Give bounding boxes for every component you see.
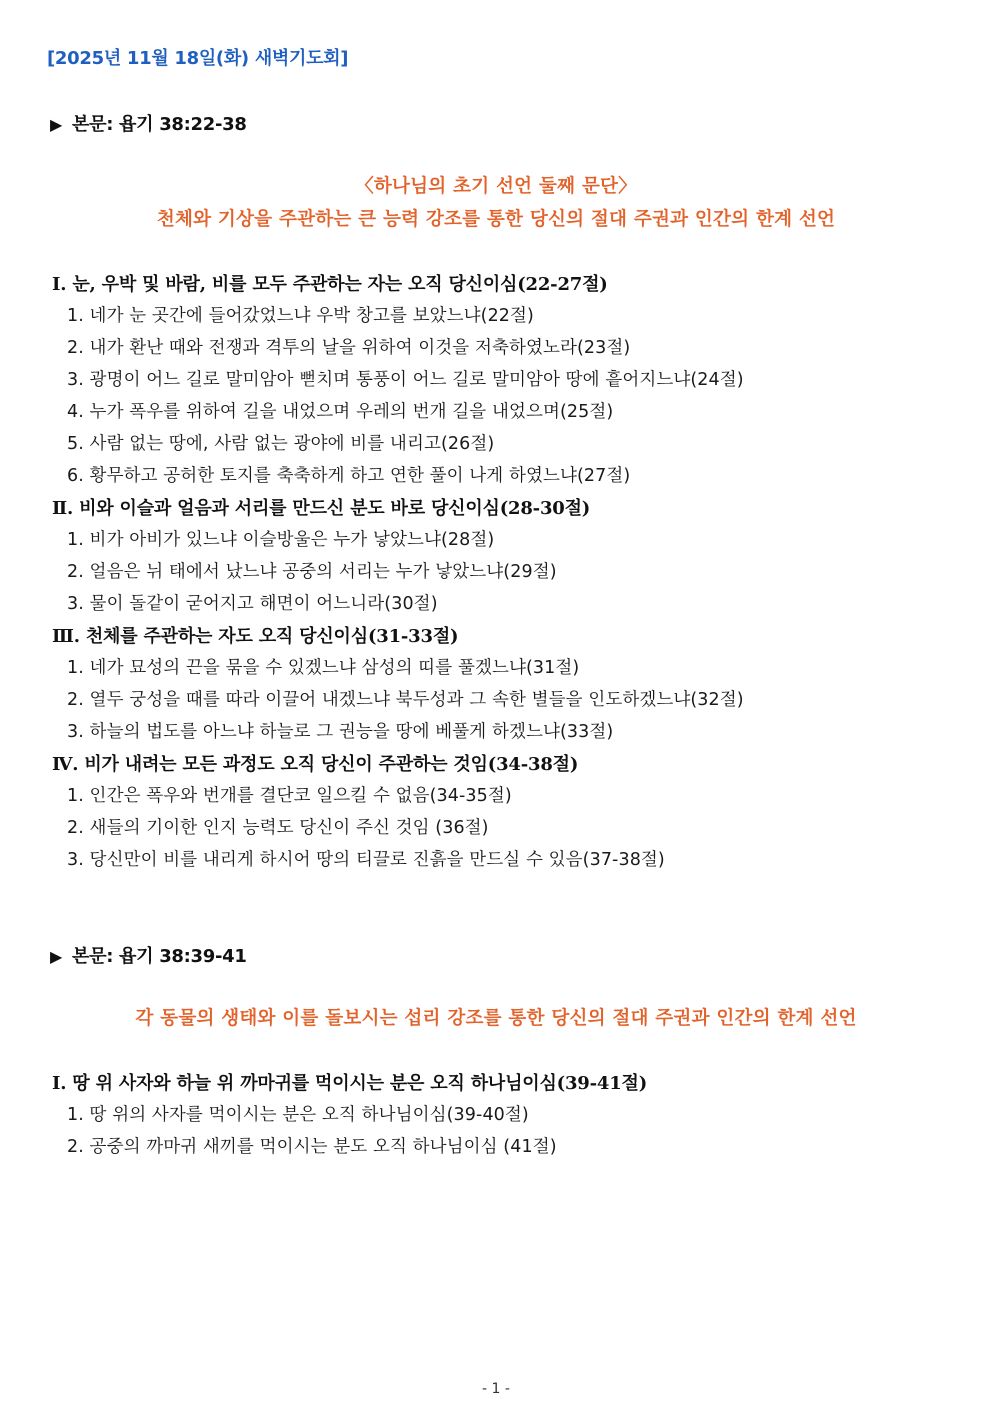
- section-title: 각 동물의 생태와 이를 돌보시는 섭리 강조를 통한 당신의 절대 주권과 인간의 한계 선언: [135, 1008, 857, 1029]
- date-title: [2025년 11월 18일(화) 새벽기도회]: [47, 48, 349, 69]
- outline-item: 2. 내가 환난 때와 전쟁과 격투의 날을 위하여 이것을 저축하였노라(23절): [67, 338, 631, 358]
- outline-item: 3. 하늘의 법도를 아느냐 하늘로 그 권능을 땅에 베풀게 하겠느냐(33절): [67, 722, 614, 742]
- outline-heading: Ⅰ. 눈, 우박 및 바람, 비를 모두 주관하는 자는 오직 당신이심(22-27절): [52, 274, 608, 295]
- outline-item: 3. 물이 돌같이 굳어지고 해면이 어느니라(30절): [67, 594, 438, 614]
- outline-item: 1. 네가 묘성의 끈을 묶을 수 있겠느냐 삼성의 띠를 풀겠느냐(31절): [67, 658, 580, 678]
- outline-heading: Ⅰ. 땅 위 사자와 하늘 위 까마귀를 먹이시는 분은 오직 하나님이심(39-41절): [52, 1073, 648, 1094]
- outline-item: 2. 공중의 까마귀 새끼를 먹이시는 분도 오직 하나님이심 (41절): [67, 1137, 557, 1157]
- outline-item: 1. 네가 눈 곳간에 들어갔었느냐 우박 창고를 보았느냐(22절): [67, 306, 534, 326]
- passage-reference: 본문: 욥기 38:39-41: [72, 946, 247, 967]
- outline-item: 5. 사람 없는 땅에, 사람 없는 광야에 비를 내리고(26절): [67, 434, 495, 454]
- outline-item: 1. 인간은 폭우와 번개를 결단코 일으킬 수 없음(34-35절): [67, 786, 512, 806]
- passage-line-2: [50, 942, 247, 968]
- outline-item: 4. 누가 폭우를 위하여 길을 내었으며 우레의 번개 길을 내었으며(25절): [67, 402, 614, 422]
- outline-item: 1. 땅 위의 사자를 먹이시는 분은 오직 하나님이심(39-40절): [67, 1105, 529, 1125]
- section-title: 천체와 기상을 주관하는 큰 능력 강조를 통한 당신의 절대 주권과 인간의 한계 선언: [156, 209, 836, 230]
- outline-heading: Ⅳ. 비가 내려는 모든 과정도 오직 당신이 주관하는 것임(34-38절): [52, 754, 579, 775]
- play-triangle-icon: ▶: [50, 115, 63, 134]
- play-triangle-icon: ▶: [50, 947, 63, 966]
- section-subtitle: 〈하나님의 초기 선언 둘째 문단〉: [355, 176, 637, 197]
- outline-item: 2. 새들의 기이한 인지 능력도 당신이 주신 것임 (36절): [67, 818, 489, 838]
- outline-item: 6. 황무하고 공허한 토지를 축축하게 하고 연한 풀이 나게 하였느냐(27절): [67, 466, 631, 486]
- passage-reference: 본문: 욥기 38:22-38: [72, 114, 247, 135]
- page-number: - 1 -: [482, 1381, 510, 1397]
- outline-heading: Ⅲ. 천체를 주관하는 자도 오직 당신이심(31-33절): [52, 626, 459, 647]
- outline-item: 1. 비가 아비가 있느냐 이슬방울은 누가 낳았느냐(28절): [67, 530, 495, 550]
- outline-item: 3. 광명이 어느 길로 말미암아 뻗치며 통풍이 어느 길로 말미암아 땅에 흩어지느냐(24절): [67, 370, 744, 390]
- outline-heading: Ⅱ. 비와 이슬과 얼음과 서리를 만드신 분도 바로 당신이심(28-30절): [52, 498, 591, 519]
- outline-item: 2. 열두 궁성을 때를 따라 이끌어 내겠느냐 북두성과 그 속한 별들을 인도하겠느냐(32절): [67, 690, 744, 710]
- outline-item: 2. 얼음은 뉘 태에서 났느냐 공중의 서리는 누가 낳았느냐(29절): [67, 562, 557, 582]
- passage-line-1: [50, 110, 247, 136]
- outline-item: 3. 당신만이 비를 내리게 하시어 땅의 티끌로 진흙을 만드실 수 있음(37-38절): [67, 850, 665, 870]
